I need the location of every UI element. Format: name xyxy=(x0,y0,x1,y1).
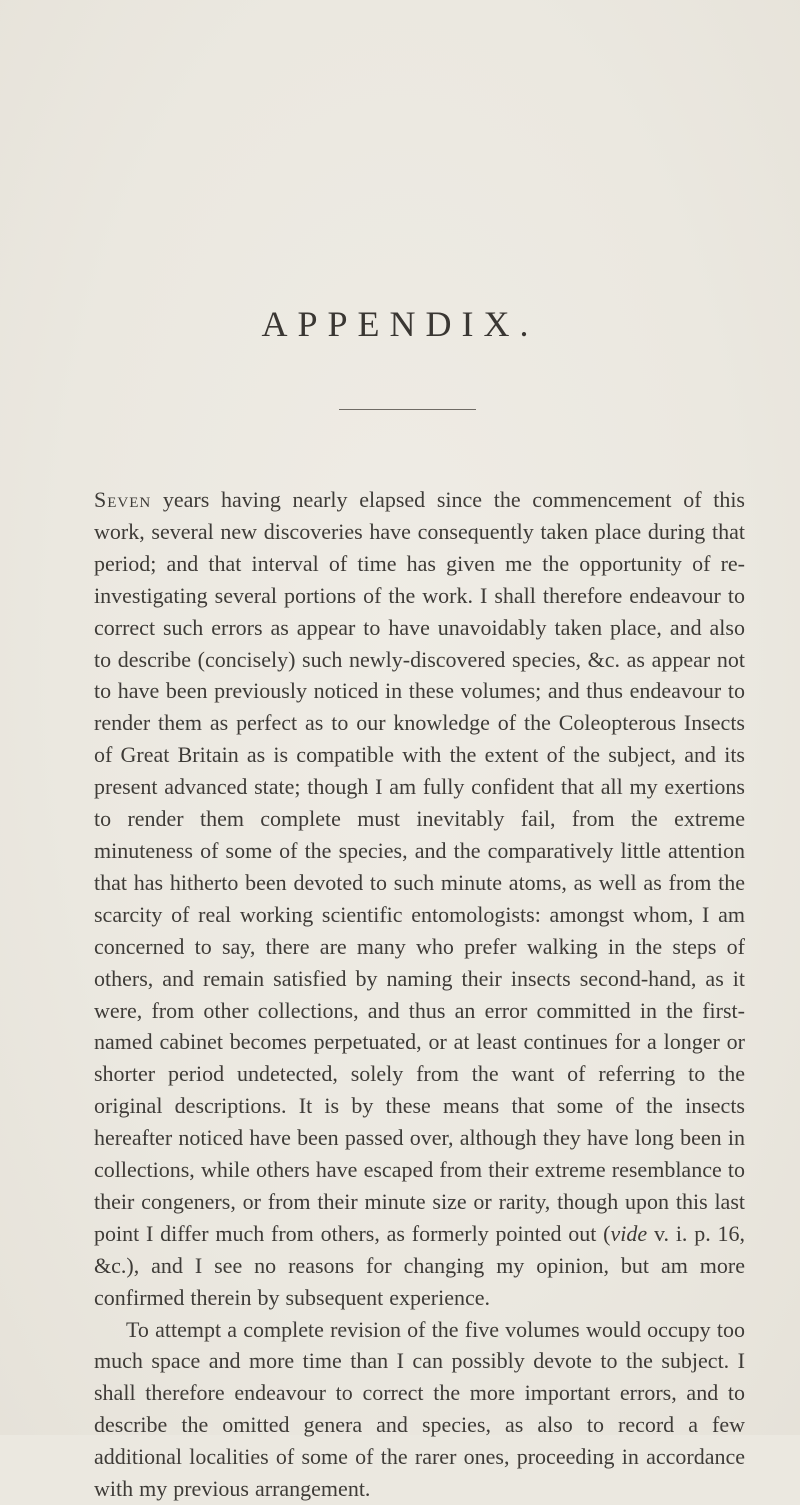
page-title: APPENDIX. xyxy=(261,304,539,344)
paragraph-1-text-part-1: years having nearly elapsed since the commencement of this work, several new discoveries have consequently taken place during that period; and that interval of time has given me the opportunity of re-investigating several portions of the work. I shall therefore endeavour to correct such errors as appear to have unavoidably taken place, and also to describe (concisely) such newly-discovered species, &c. as appear not to have been previously noticed in these volumes; and thus endeavour to render them as perfect as to our knowledge of the Coleopterous Insects of Great Britain as is compatible with the extent of the subject, and its present advanced state; though I am fully confident that all my exertions to render them complete must inevitably fail, from the extreme minuteness of some of the species, and the comparatively little attention that has hitherto been devoted to such minute atoms, as well as from the scarcity of real working scientific entomologists: amongst whom, I am concerned to say, there are many who prefer walking in the steps of others, and remain satisfied by naming their insects second-hand, as it were, from other collections, and thus an error committed in the first-named cabinet becomes perpetuated, or at least continues for a longer or shorter period undetected, solely from the want of referring to the original descriptions. It is by these means that some of the insects hereafter noticed have been passed over, although they have long been in collections, while others have escaped from their extreme resemblance to their congeners, or from their minute size or rarity, though upon this last point I differ much from others, as formerly pointed out ( xyxy=(94,487,745,1246)
paragraph-2: To attempt a complete revision of the five volumes would occupy too much space and more time than I can possibly devote to the subject. I shall therefore endeavour to correct the more important errors, and to describe the omitted genera and species, as also to record a few additional localities of some of the rarer ones, proceeding in accordance with my previous arrangement. xyxy=(94,1316,745,1502)
italic-reference: vide xyxy=(610,1220,648,1246)
body-text xyxy=(94,484,745,1505)
paragraph-lead-word: Seven xyxy=(94,487,152,512)
title-divider-rule xyxy=(339,409,476,410)
paragraph-1-text-part-2: v. i. p. 16, &c.), and I see no reasons for changing my opinion, but am more confirmed therein by subsequent experience. xyxy=(94,1220,746,1310)
paragraph-1 xyxy=(94,484,745,1314)
